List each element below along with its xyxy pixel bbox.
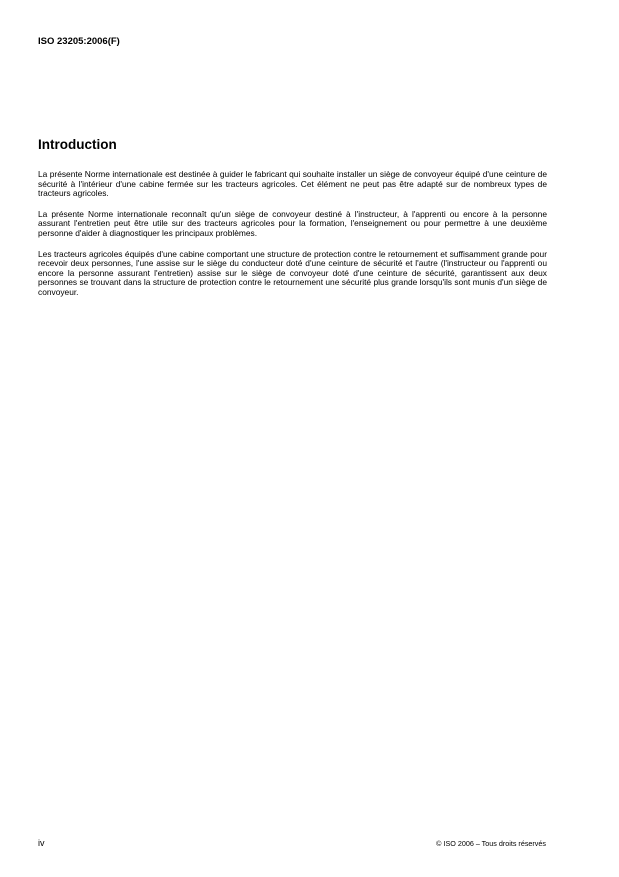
copyright-notice: © ISO 2006 – Tous droits réservés	[436, 839, 546, 848]
paragraph-2: La présente Norme internationale reconnaît qu'un siège de convoyeur destiné à l'instructeur, à l'apprenti ou encore à la personne assurant l'entretien peut être utile sur des tracteurs agricoles pour la formation, l'enseignement ou pour permettre à une deuxième personne d'aider à diagnostiquer les principaux problèmes.	[38, 208, 547, 238]
section-body	[38, 170, 547, 309]
section-title: Introduction	[38, 137, 117, 152]
document-identifier: ISO 23205:2006(F)	[38, 36, 120, 47]
page-number: iv	[38, 838, 45, 848]
paragraph-3: Les tracteurs agricoles équipés d'une cabine comportant une structure de protection contre le retournement et suffisamment grande pour recevoir deux personnes, l'une assise sur le siège du conducteur doté d'une ceinture de sécurité et l'autre (l'instructeur ou l'apprenti ou encore la personne assurant l'entretien) assise sur le siège de convoyeur doté d'une ceinture de sécurité, garantissent aux deux personnes se trouvant dans la structure de protection contre le retournement une sécurité plus grande lorsqu'ils sont munis d'un siège de convoyeur.	[38, 248, 547, 297]
paragraph-1: La présente Norme internationale est destinée à guider le fabricant qui souhaite installer un siège de convoyeur équipé d'une ceinture de sécurité à l'intérieur d'une cabine fermée sur les tracteurs agricoles. Cet élément ne peut pas être adapté sur de nombreux types de tracteurs agricoles.	[38, 169, 547, 199]
